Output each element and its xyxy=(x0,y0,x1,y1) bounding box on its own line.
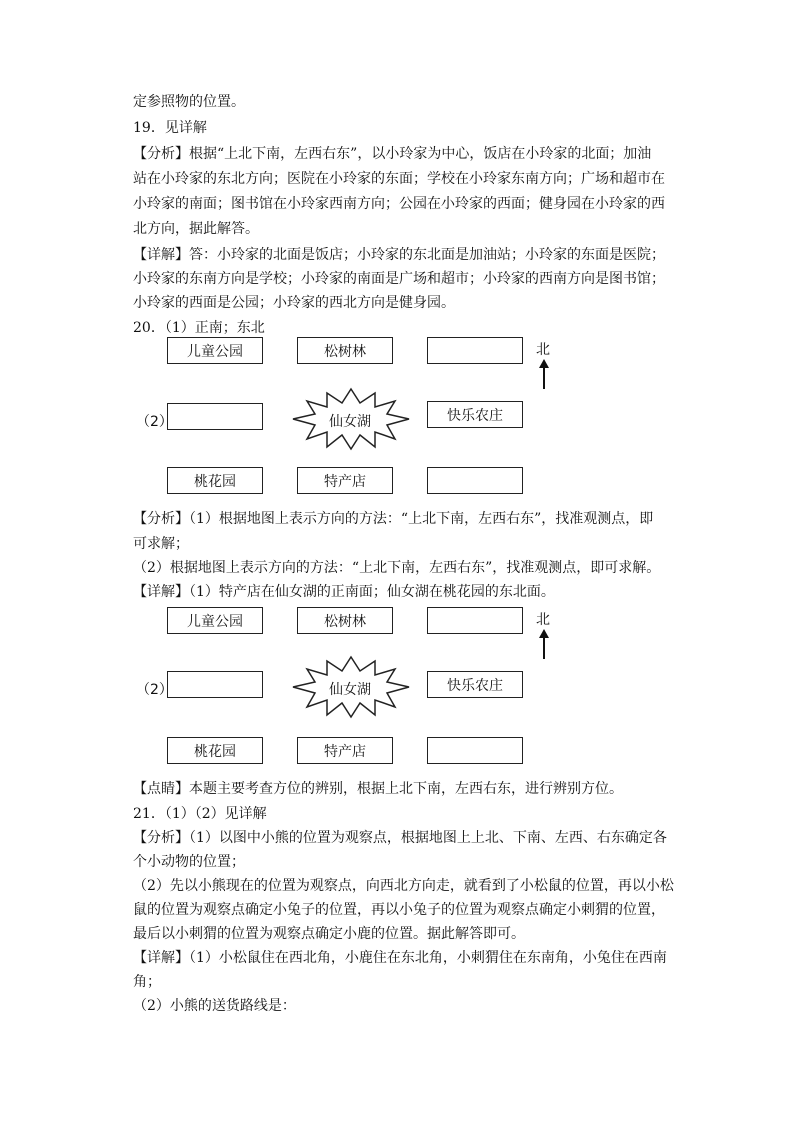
analysis-line: 小玲家的南面；图书馆在小玲家西南方向；公园在小玲家的西面；健身园在小玲家的西 xyxy=(133,196,665,212)
north-label: 北 xyxy=(536,612,550,628)
north-label: 北 xyxy=(536,342,550,358)
part-label: （2） xyxy=(136,414,173,430)
analysis-line: 【分析】（1）根据地图上表示方向的方法：“上北下南，左西右东”，找准观测点，即 xyxy=(133,511,654,527)
map-box-bot-left: 桃花园 xyxy=(167,737,263,764)
map-box-top-right xyxy=(427,337,523,364)
map-box-bot-mid: 特产店 xyxy=(297,467,393,494)
question-number: 21．（1）（2）见详解 xyxy=(133,806,267,822)
analysis-line: 北方向，据此解答。 xyxy=(133,221,259,237)
detail-line: 【详解】答：小玲家的北面是饭店；小玲家的东北面是加油站；小玲家的东面是医院； xyxy=(133,247,665,263)
question-number: 20．（1）正南；东北 xyxy=(133,320,265,336)
map-box-mid-right: 快乐农庄 xyxy=(427,401,523,428)
map-box-bot-right xyxy=(427,467,523,494)
comment-line: 【点睛】本题主要考查方位的辨别，根据上北下南，左西右东，进行辨别方位。 xyxy=(133,781,623,797)
map-box-mid-left xyxy=(167,403,263,430)
detail-line: 【详解】（1）小松鼠住在西北角，小鹿住在东北角，小刺猬住在东南角，小兔住在西南 xyxy=(133,950,667,966)
analysis-line: 【分析】（1）以图中小熊的位置为观察点，根据地图上上北、下南、左西、右东确定各 xyxy=(133,830,667,846)
analysis-line: 站在小玲家的东北方向；医院在小玲家的东面；学校在小玲家东南方向；广场和超市在 xyxy=(133,171,665,187)
text-line: 定参照物的位置。 xyxy=(133,94,245,110)
map-box-top-right xyxy=(427,607,523,634)
analysis-line: （2）先以小熊现在的位置为观察点，向西北方向走，就看到了小松鼠的位置，再以小松 xyxy=(133,878,674,894)
north-arrow-shaft xyxy=(543,367,545,389)
map-box-top-mid: 松树林 xyxy=(297,607,393,634)
lake-label: 仙女湖 xyxy=(329,414,371,430)
direction-map xyxy=(133,607,693,777)
map-box-bot-left: 桃花园 xyxy=(167,467,263,494)
lake-label: 仙女湖 xyxy=(329,682,371,698)
detail-line: 【详解】（1）特产店在仙女湖的正南面；仙女湖在桃花园的东北面。 xyxy=(133,584,555,600)
detail-line: （2）小熊的送货路线是： xyxy=(133,998,296,1014)
map-box-top-mid: 松树林 xyxy=(297,337,393,364)
analysis-line: 鼠的位置为观察点确定小兔子的位置，再以小兔子的位置为观察点确定小刺猬的位置， xyxy=(133,902,665,918)
analysis-line: （2）根据地图上表示方向的方法：“上北下南，左西右东”，找准观测点，即可求解。 xyxy=(133,560,661,576)
part-label: （2） xyxy=(136,682,173,698)
detail-line: 角； xyxy=(133,974,161,990)
analysis-line: 【分析】根据“上北下南，左西右东”，以小玲家为中心，饭店在小玲家的北面；加油 xyxy=(133,146,652,162)
map-box-bot-mid: 特产店 xyxy=(297,737,393,764)
analysis-line: 可求解； xyxy=(133,536,189,552)
direction-map xyxy=(133,337,693,507)
map-box-mid-left xyxy=(167,671,263,698)
detail-line: 小玲家的西面是公园；小玲家的西北方向是健身园。 xyxy=(133,295,455,311)
map-box-bot-right xyxy=(427,737,523,764)
analysis-line: 最后以小刺猬的位置为观察点确定小鹿的位置。据此解答即可。 xyxy=(133,926,525,942)
detail-line: 小玲家的东南方向是学校；小玲家的南面是广场和超市；小玲家的西南方向是图书馆； xyxy=(133,271,665,287)
north-arrow-shaft xyxy=(543,637,545,659)
map-box-top-left: 儿童公园 xyxy=(167,607,263,634)
map-box-mid-right: 快乐农庄 xyxy=(427,671,523,698)
analysis-line: 个小动物的位置； xyxy=(133,854,245,870)
question-number: 19．见详解 xyxy=(133,120,207,136)
map-box-top-left: 儿童公园 xyxy=(167,337,263,364)
